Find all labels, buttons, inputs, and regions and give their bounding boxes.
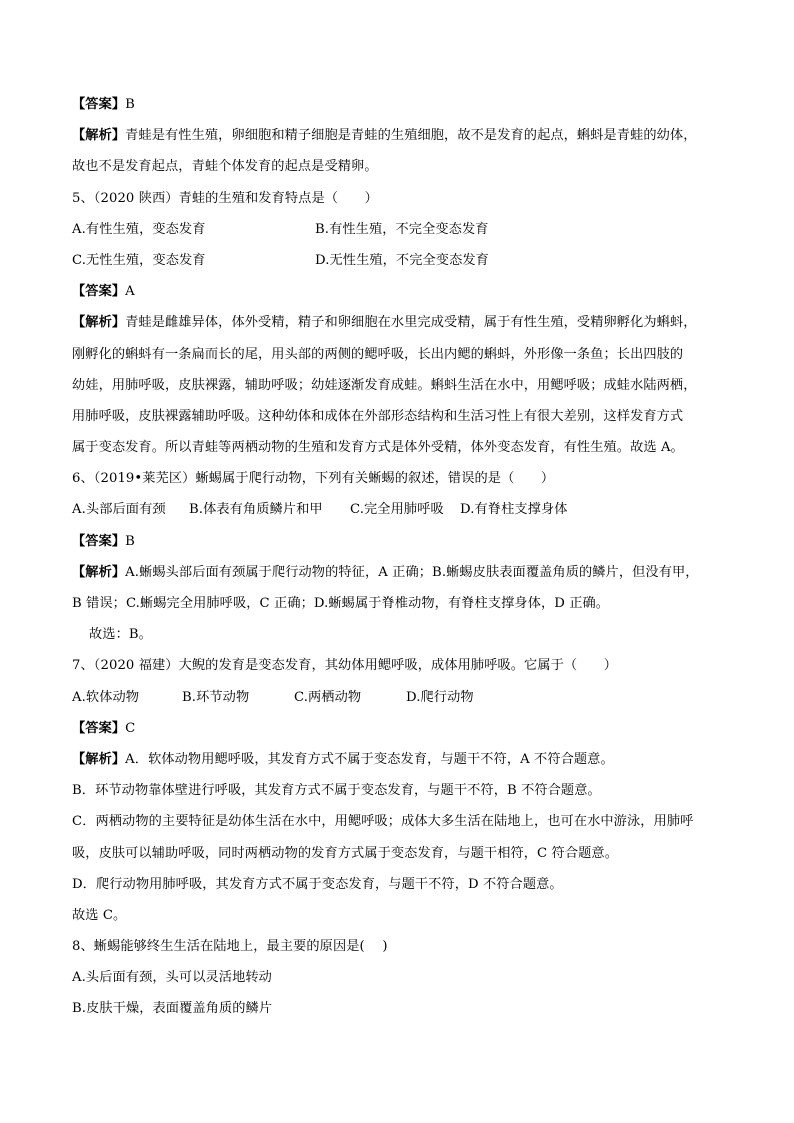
analysis-label: 【解析】 — [72, 564, 126, 580]
analysis-text: 故也不是发育起点，青蛙个体发育的起点是受精卵。 — [72, 159, 378, 175]
option-row — [72, 500, 732, 520]
option-row — [72, 220, 732, 240]
answer-line — [72, 719, 732, 739]
question-5 — [72, 189, 732, 209]
analysis-line — [72, 563, 732, 583]
question-6 — [72, 469, 732, 489]
option-c: C.两栖动物 — [294, 689, 362, 705]
question-text: 5、（2020 陕西）青蛙的生殖和发育特点是（ ） — [72, 190, 378, 206]
question-8 — [72, 937, 732, 957]
answer-label: 【答案】 — [72, 97, 126, 112]
text-content: B．环节动物靠体壁进行呼吸，其发育方式不属于变态发育，与题干不符，B 不符合题意。 — [72, 783, 601, 799]
text-line — [72, 781, 732, 801]
analysis-line — [72, 750, 732, 770]
option-b: B.体表有角质鳞片和甲 — [189, 502, 323, 518]
question-text: 6、（2019•莱芜区）蜥蜴属于爬行动物，下列有关蜥蜴的叙述，错误的是（ ） — [72, 471, 555, 487]
analysis-text: A.蜥蜴头部后面有颈属于爬行动物的特征，A 正确；B.蜥蜴皮肤表面覆盖角质的鳞片，但没有甲， — [125, 564, 699, 580]
answer-line — [72, 282, 732, 302]
conclusion-line — [72, 906, 732, 926]
analysis-text: 刚孵化的蝌蚪有一条扁而长的尾，用头部的两侧的鳃呼吸，长出内鳃的蝌蚪，外形像一条鱼；长出四肢的 — [72, 346, 684, 362]
answer-value: B — [125, 533, 135, 549]
document-page — [72, 95, 732, 1031]
answer-value: C — [125, 720, 136, 736]
analysis-line — [72, 376, 732, 396]
analysis-text: A．软体动物用鳃呼吸，其发育方式不属于变态发育，与题干不符，A 不符合题意。 — [125, 751, 614, 767]
analysis-label: 【解析】 — [72, 315, 126, 331]
analysis-label: 【解析】 — [72, 751, 126, 767]
analysis-text: 青蛙是雌雄异体，体外受精，精子和卵细胞在水里完成受精，属于有性生殖，受精卵孵化为蝌蚪， — [125, 315, 697, 331]
answer-line — [72, 95, 732, 115]
answer-value: A — [125, 284, 135, 300]
analysis-text: 幼娃，用肺呼吸，皮肤裸露，辅助呼吸；幼娃逐渐发育成蛙。蝌蚪生活在水中，用鳃呼吸；成蛙水陆两栖， — [72, 377, 697, 393]
answer-line — [72, 532, 732, 552]
conclusion-text: 故选：B。 — [89, 627, 152, 643]
question-7 — [72, 656, 732, 676]
option-a: A.软体动物 — [72, 689, 140, 705]
analysis-line — [72, 157, 732, 177]
analysis-text: 用肺呼吸，皮肤裸露辅助呼吸。这种幼体和成体在外部形态结构和生活习性上有很大差别，这样发育方式 — [72, 408, 684, 424]
question-text: 7、（2020 福建）大鲵的发育是变态发育，其幼体用鳃呼吸，成体用肺呼吸。它属于（ ） — [72, 658, 618, 674]
option-b — [72, 999, 732, 1019]
answer-label: 【答案】 — [72, 284, 126, 300]
answer-label: 【答案】 — [72, 720, 126, 736]
analysis-line — [72, 126, 732, 146]
conclusion-text: 故选 C。 — [72, 907, 127, 923]
option-row — [72, 251, 732, 271]
text-content: C．两栖动物的主要特征是幼体生活在水中，用鳃呼吸；成体大多生活在陆地上，也可在水中游泳，用肺呼 — [72, 814, 694, 830]
option-d: D.无性生殖，不完全变态发育 — [315, 252, 489, 268]
option-a: A.有性生殖，变态发育 — [72, 221, 206, 237]
text-line — [72, 875, 732, 895]
option-text: B.皮肤干燥，表面覆盖角质的鳞片 — [72, 1001, 273, 1017]
analysis-line — [72, 594, 732, 614]
option-d: D.爬行动物 — [406, 689, 474, 705]
option-b: B.环节动物 — [182, 689, 250, 705]
option-a — [72, 968, 732, 988]
analysis-label: 【解析】 — [72, 128, 126, 144]
analysis-text: 青蛙是有性生殖，卵细胞和精子细胞是青蛙的生殖细胞，故不是发育的起点，蝌蚪是青蛙的幼体， — [125, 128, 697, 144]
text-line — [72, 812, 732, 832]
analysis-line — [72, 345, 732, 365]
analysis-line — [72, 407, 732, 427]
option-a: A.头部后面有颈 — [72, 502, 166, 518]
analysis-line — [72, 438, 732, 458]
option-row — [72, 688, 732, 708]
text-line — [72, 844, 732, 864]
option-b: B.有性生殖，不完全变态发育 — [315, 221, 489, 237]
conclusion-line — [72, 625, 732, 645]
analysis-line — [72, 313, 732, 333]
question-text: 8、蜥蜴能够终生生活在陆地上，最主要的原因是( ) — [72, 939, 388, 955]
answer-value: B — [125, 97, 135, 112]
analysis-text: 属于变态发育。所以青蛙等两栖动物的生殖和发育方式是体外受精，体外变态发育，有性生殖。故选 A。 — [72, 440, 684, 456]
answer-label: 【答案】 — [72, 533, 126, 549]
analysis-text: B 错误；C.蜥蜴完全用肺呼吸，C 正确；D.蜥蜴属于脊椎动物，有脊柱支撑身体，D 正确。 — [72, 596, 610, 611]
option-d: D.有脊柱支撑身体 — [460, 502, 568, 518]
option-text: A.头后面有颈，头可以灵活地转动 — [72, 970, 272, 986]
text-content: 吸，皮肤可以辅助呼吸，同时两栖动物的发育方式属于变态发育，与题干相符，C 符合题意。 — [72, 845, 618, 861]
option-c: C.完全用肺呼吸 — [350, 502, 444, 518]
text-content: D．爬行动物用肺呼吸，其发育方式不属于变态发育，与题干不符，D 不符合题意。 — [72, 876, 563, 892]
option-c: C.无性生殖，变态发育 — [72, 252, 206, 268]
